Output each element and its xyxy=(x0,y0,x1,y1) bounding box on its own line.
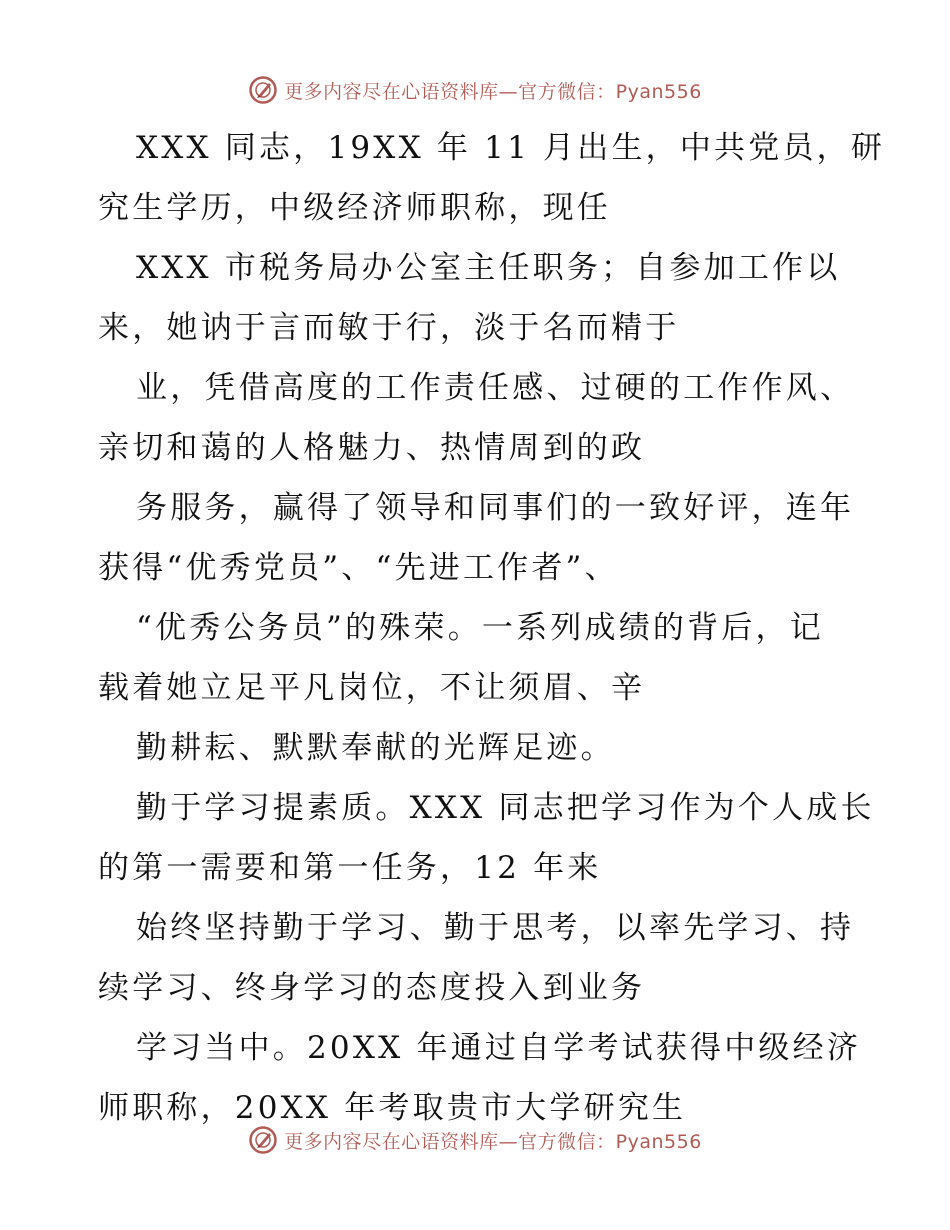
text-line: 续学习、终身学习的态度投入到业务 xyxy=(98,970,646,1006)
text-line: 的第一需要和第一任务，12 年来 xyxy=(98,850,602,886)
header-watermark xyxy=(0,72,950,108)
document-body xyxy=(98,126,886,1146)
text-line: 学习当中。20XX 年通过自学考试获得中级经济 xyxy=(136,1030,862,1066)
text-line: “优秀公务员”的殊荣。一系列成绩的背后，记 xyxy=(136,610,824,646)
header-watermark-text: 更多内容尽在心语资料库—官方微信：Pyan556 xyxy=(284,80,702,103)
text-line: 勤耕耘、默默奉献的光辉足迹。 xyxy=(136,730,615,766)
pen-circle-icon xyxy=(248,75,278,105)
text-line: 始终坚持勤于学习、勤于思考，以率先学习、持 xyxy=(136,910,855,946)
header-watermark-content xyxy=(248,75,702,105)
text-line: 勤于学习提素质。XXX 同志把学习作为个人成长 xyxy=(136,790,875,826)
text-line: 来，她讷于言而敏于行，淡于名而精于 xyxy=(98,310,680,346)
text-line: 亲切和蔼的人格魅力、热情周到的政 xyxy=(98,430,646,466)
text-line: 业，凭借高度的工作责任感、过硬的工作作风、 xyxy=(136,370,855,406)
text-line: 究生学历，中级经济师职称，现任 xyxy=(98,190,611,226)
text-line: 获得“优秀党员”、“先进工作者”、 xyxy=(98,550,619,586)
footer-watermark xyxy=(0,1122,950,1158)
footer-watermark-text: 更多内容尽在心语资料库—官方微信：Pyan556 xyxy=(284,1130,702,1153)
text-line: XXX 同志，19XX 年 11 月出生，中共党员，研 xyxy=(136,130,886,166)
text-line: XXX 市税务局办公室主任职务；自参加工作以 xyxy=(136,250,841,286)
text-line: 载着她立足平凡岗位，不让须眉、辛 xyxy=(98,670,646,706)
text-line: 务服务，赢得了领导和同事们的一致好评，连年 xyxy=(136,490,855,526)
pen-circle-icon xyxy=(248,1125,278,1155)
footer-watermark-content xyxy=(248,1125,702,1155)
text-line: 师职称，20XX 年考取贵市大学研究生 xyxy=(98,1090,687,1126)
